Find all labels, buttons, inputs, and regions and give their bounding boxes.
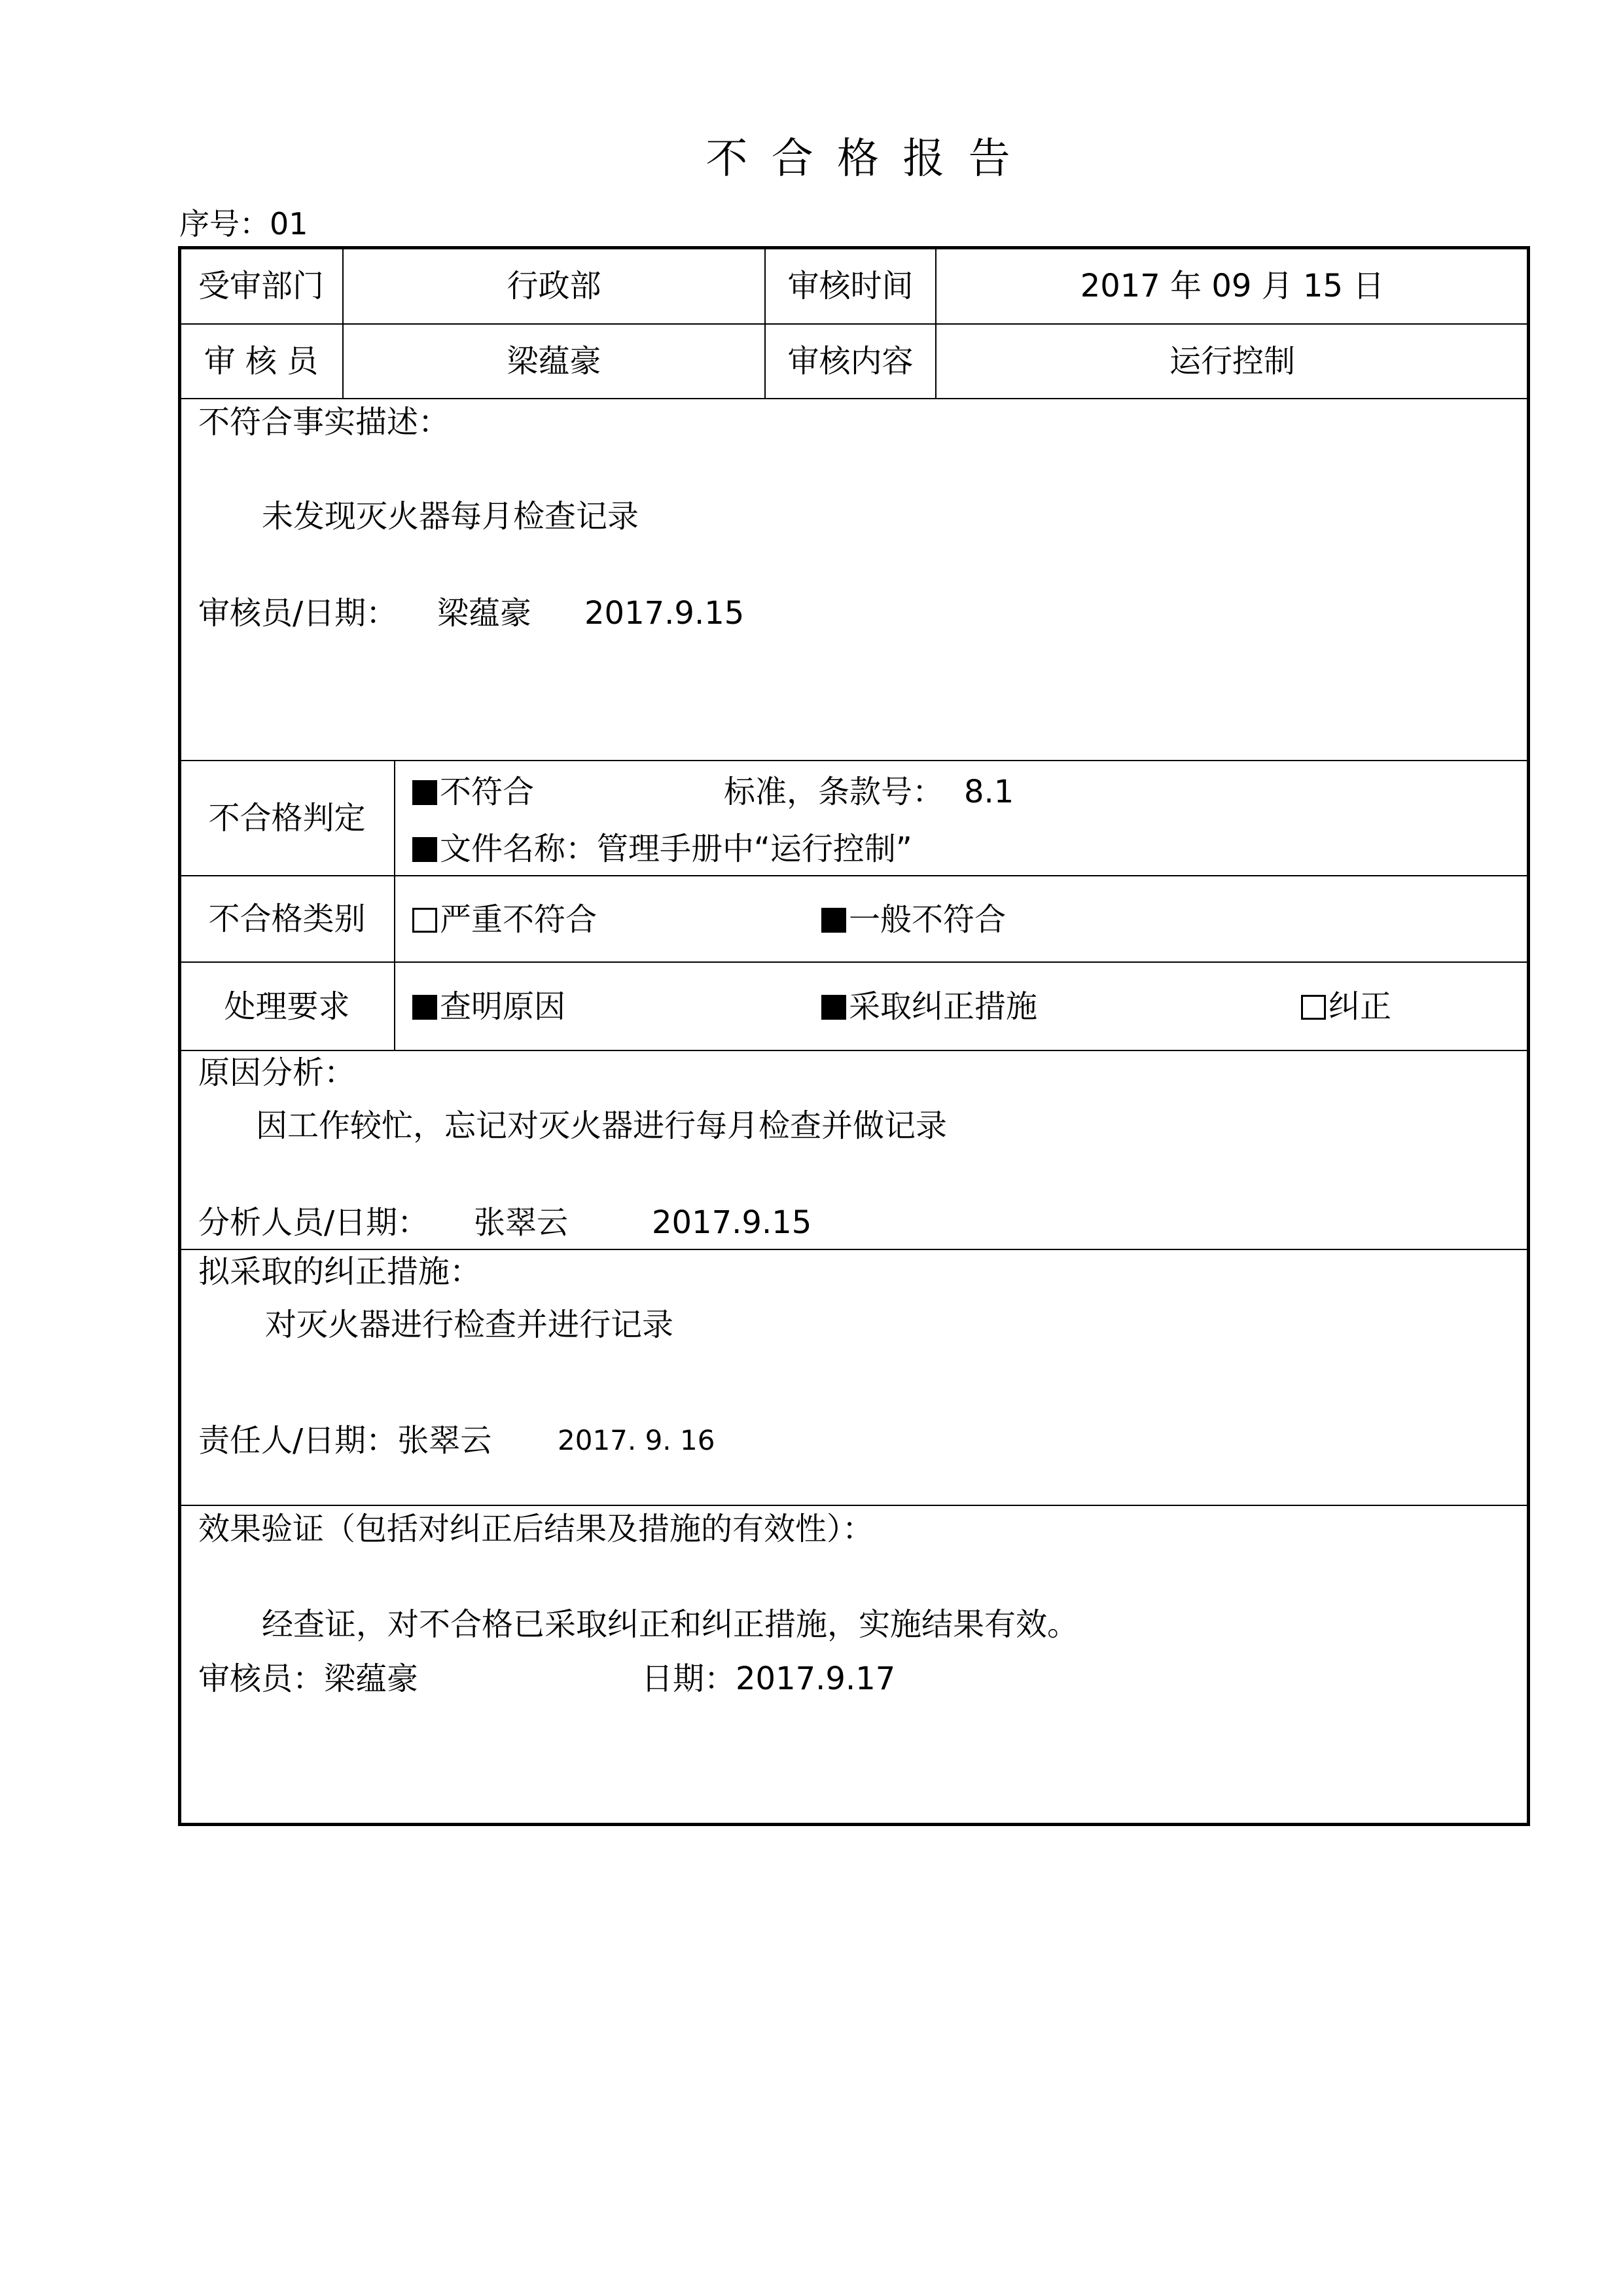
serial-number [179,206,308,242]
table-rule [178,1249,1530,1250]
category-option-serious [412,900,597,939]
corrective-action-date: 2017. 9. 16 [558,1424,715,1456]
verification-date-value: 2017.9.17 [736,1660,896,1697]
checkbox-icon [821,908,846,933]
table-rule [178,1505,1530,1506]
nonconformity-description: 未发现灭火器每月检查记录 [262,498,639,535]
option-label: 严重不符合 [440,901,597,938]
cause-analysis-heading: 原因分析： [198,1054,356,1091]
verification-date [641,1659,895,1698]
nonconformity-signoff-label: 审核员/日期： [198,595,398,632]
checkbox-icon [1301,995,1326,1020]
checkbox-icon [412,908,437,933]
option-label: 采取纠正措施 [849,988,1038,1025]
corrective-action-signoff-label: 责任人/日期： [198,1422,398,1459]
department-label: 受审部门 [198,267,324,304]
handling-option-corrective-action [821,987,1037,1026]
standard-clause-label: 标准，条款号： [724,774,944,810]
handling-option-correction [1301,987,1391,1026]
option-label: 不符合 [440,774,535,810]
verification-heading: 效果验证（包括对纠正后结果及措施的有效性）： [198,1511,874,1547]
option-label: 纠正 [1329,988,1392,1025]
corrective-action-text: 对灭火器进行检查并进行记录 [265,1306,674,1343]
corrective-action-signoff [198,1421,491,1460]
nonconformity-heading: 不符合事实描述： [198,404,450,440]
audit-content-value: 运行控制 [1169,343,1295,380]
checkbox-icon [412,995,437,1020]
checkbox-icon [412,837,437,862]
checkbox-icon [412,780,437,805]
category-label: 不合格类别 [208,901,366,937]
corrective-action-heading: 拟采取的纠正措施： [198,1253,482,1290]
corrective-action-person: 张翠云 [397,1422,492,1459]
option-label: 一般不符合 [849,901,1007,938]
department-value: 行政部 [507,267,601,304]
standard-clause-value: 8.1 [964,774,1014,810]
nonconformity-date: 2017.9.15 [584,595,745,632]
report-title: 不 合 格 报 告 [705,135,1016,183]
nonconformity-auditor: 梁蕴豪 [437,595,532,632]
cause-analysis-text: 因工作较忙，忘记对灭火器进行每月检查并做记录 [256,1107,948,1144]
judgement-nonconforming-option [412,772,534,812]
option-label: 查明原因 [440,988,566,1025]
audit-time-label: 审核时间 [787,267,914,304]
verification-date-label: 日期： [641,1660,736,1697]
handling-option-investigate [412,987,565,1026]
audit-time-value: 2017 年 09 月 15 日 [1080,267,1385,304]
verification-auditor [198,1659,418,1698]
verification-text: 经查证，对不合格已采取纠正和纠正措施，实施结果有效。 [262,1606,1079,1643]
auditor-label: 审 核 员 [204,343,319,380]
cause-analysis-date: 2017.9.15 [652,1204,812,1241]
serial-value: 01 [270,206,308,242]
serial-label: 序号： [179,206,270,242]
cause-analysis-person: 张翠云 [474,1204,569,1241]
verification-auditor-name: 梁蕴豪 [324,1660,419,1697]
judgement-label: 不合格判定 [208,800,366,836]
category-option-general [821,900,1006,939]
judgement-document-option [412,829,912,869]
cause-analysis-signoff-label: 分析人员/日期： [198,1204,429,1241]
checkbox-icon [821,995,846,1020]
audit-content-label: 审核内容 [787,343,914,380]
handling-label: 处理要求 [224,988,350,1025]
verification-auditor-label: 审核员： [198,1660,325,1697]
option-label: 文件名称：管理手册中“运行控制” [440,831,912,867]
auditor-value: 梁蕴豪 [507,343,601,380]
